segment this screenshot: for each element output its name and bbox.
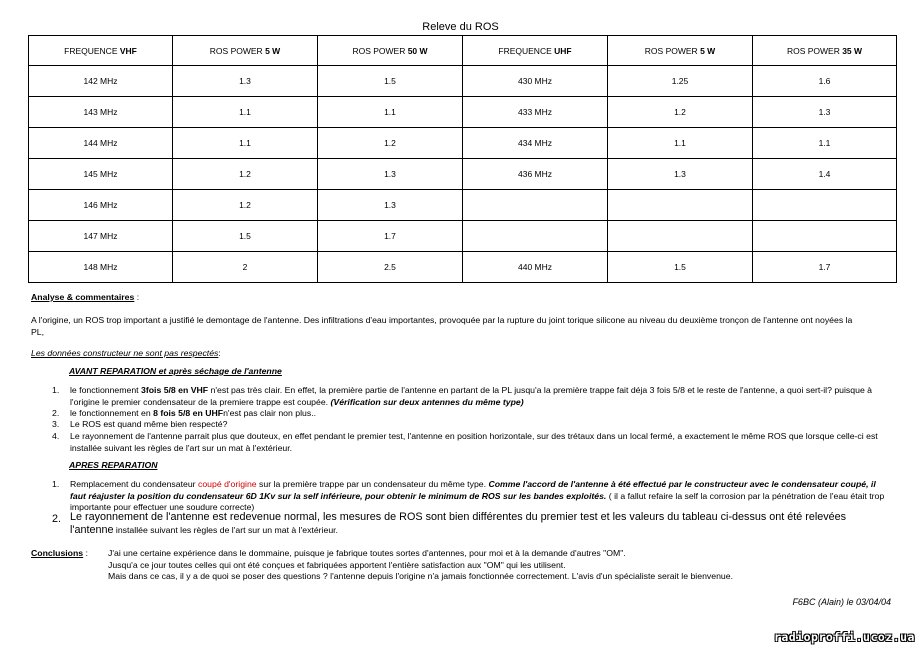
table-cell: 145 MHz — [29, 159, 173, 190]
header-ros-5w-vhf: ROS POWER 5 W — [173, 36, 318, 66]
table-row — [29, 66, 897, 97]
table-cell: 2 — [173, 252, 318, 283]
table-row — [29, 190, 897, 221]
constructor-note: Les données constructeur ne sont pas respectés — [31, 348, 219, 358]
conclusion-line: Jusqu'a ce jour toutes celles qui ont été conçues et fabriquées apportent l'entière satisfaction aux "OM" qui les utilisent. — [108, 559, 566, 570]
list-number: 3. — [52, 419, 60, 429]
table-header-row — [29, 36, 897, 66]
watermark: radioproffi.ucoz.ua — [773, 630, 915, 644]
before-item-4: Le rayonnement de l'antenne parrait plus que douteux, en effet pendant le premier test, l'antenne en position horizontale, sur des trétaux dans un local fermé, a exactement le même ROS que lorsque celle-ci est installée suivant les règles de l'art sur un mat à l'extérieur. — [70, 431, 878, 453]
table-cell: 1.3 — [753, 97, 897, 128]
conclusion-line: Mais dans ce cas, il y a de quoi se poser des questions ? l'antenne depuis l'origine n'a jamais fonctionnée correctement. L'avis d'un spécialiste serait le bienvenue. — [108, 571, 733, 581]
table-cell: 1.2 — [608, 97, 753, 128]
signature: F6BC (Alain) le 03/04/04 — [792, 597, 891, 607]
conclusions-heading-line: Conclusions : — [31, 548, 88, 558]
analysis-heading: Analyse & commentaires — [31, 292, 135, 302]
table-cell — [753, 190, 897, 221]
table-row — [29, 252, 897, 283]
list-number: 2. — [52, 408, 60, 418]
table-cell: 1.5 — [608, 252, 753, 283]
table-cell: 1.6 — [753, 66, 897, 97]
table-cell: 1.3 — [608, 159, 753, 190]
table-cell: 1.2 — [318, 128, 463, 159]
header-ros-35w-uhf: ROS POWER 35 W — [753, 36, 897, 66]
table-cell: 144 MHz — [29, 128, 173, 159]
conclusions-heading: Conclusions — [31, 548, 84, 558]
after-heading: APRES REPARATION — [69, 460, 158, 470]
table-cell: 1.1 — [173, 97, 318, 128]
table-row — [29, 97, 897, 128]
table-cell: 1.2 — [173, 190, 318, 221]
table-cell: 1.5 — [318, 66, 463, 97]
table-cell: 1.1 — [608, 128, 753, 159]
table-cell: 433 MHz — [463, 97, 608, 128]
list-number: 4. — [52, 431, 60, 441]
table-cell — [608, 221, 753, 252]
before-heading: AVANT REPARATION et après séchage de l'antenne — [69, 366, 282, 376]
table-cell: 1.1 — [318, 97, 463, 128]
header-ros-5w-uhf: ROS POWER 5 W — [608, 36, 753, 66]
table-cell: 1.1 — [173, 128, 318, 159]
table-cell: 142 MHz — [29, 66, 173, 97]
table-cell — [463, 221, 608, 252]
table-cell: 436 MHz — [463, 159, 608, 190]
table-row — [29, 159, 897, 190]
conclusions-text — [108, 548, 888, 583]
table-cell: 146 MHz — [29, 190, 173, 221]
table-cell: 440 MHz — [463, 252, 608, 283]
table-row — [29, 221, 897, 252]
table-cell — [608, 190, 753, 221]
before-item-2: le fonctionnement en 8 fois 5/8 en UHFn'est pas clair non plus.. — [70, 408, 317, 418]
constructor-note-line: Les données constructeur ne sont pas respectés: — [31, 348, 221, 358]
table-row — [29, 128, 897, 159]
table-cell: 143 MHz — [29, 97, 173, 128]
analysis-paragraph: A l'origine, un ROS trop important a justifié le demontage de l'antenne. Des infiltrations d'eau importantes, provoquée par la rupture du joint torique silicone au niveau du deuxième tronçon de l'antenne ont noyées la PL, — [31, 315, 853, 337]
table-cell: 434 MHz — [463, 128, 608, 159]
header-ros-50w-vhf: ROS POWER 50 W — [318, 36, 463, 66]
header-freq-uhf: FREQUENCE UHF — [463, 36, 608, 66]
table-cell: 1.2 — [173, 159, 318, 190]
table-cell: 147 MHz — [29, 221, 173, 252]
list-number: 2. — [52, 513, 62, 525]
after-item-2: Le rayonnement de l'antenne est redevenue normal, les mesures de ROS sont bien différentes du premier test et les valeurs du tableau ci-dessus ont été relevées l'antenne installée suivant les règles de l'art sur un mat à l'extérieur. — [70, 511, 847, 536]
conclusion-line: J'ai une certaine expérience dans le dommaine, puisque je fabrique toutes sortes d'antennes, pour moi et à la demande d'autres "OM". — [108, 548, 626, 558]
after-item-1: Remplacement du condensateur coupé d'origine sur la première trappe par un condensateur du même type. Comme l'accord de l'antenne à été effectué par le constructeur avec le condensateur coupé, il faut réajuster la position du condensateur 6D 1Kv sur la self inférieure, pour obtenir le minimum de ROS sur les bandes exploités. ( il a fallut refaire la self la corrosion par la pénétration de l'eau était trop importante pour effectuer une soudure correcte) — [70, 479, 885, 512]
header-freq-vhf: FREQUENCE VHF — [29, 36, 173, 66]
highlight-red-text: coupé d'origine — [197, 479, 257, 489]
before-item-3: Le ROS est quand même bien respecté? — [70, 419, 228, 429]
table-cell: 1.4 — [753, 159, 897, 190]
table-cell: 1.3 — [318, 159, 463, 190]
list-number: 1. — [52, 479, 60, 489]
table-cell: 1.1 — [753, 128, 897, 159]
table-cell: 148 MHz — [29, 252, 173, 283]
table-cell: 1.5 — [173, 221, 318, 252]
table-cell: 1.7 — [753, 252, 897, 283]
table-cell: 1.3 — [173, 66, 318, 97]
table-cell: 1.7 — [318, 221, 463, 252]
page-title: Releve du ROS — [422, 21, 499, 33]
table-cell — [463, 190, 608, 221]
list-number: 1. — [52, 385, 60, 395]
table-cell: 2.5 — [318, 252, 463, 283]
table-cell: 1.3 — [318, 190, 463, 221]
table-cell: 430 MHz — [463, 66, 608, 97]
table-cell: 1.25 — [608, 66, 753, 97]
before-item-1: le fonctionnement 3fois 5/8 en VHF n'est pas très clair. En effet, la première partie de l'antenne en partant de la PL jusqu'a la première trappe fait déja 3 fois 5/8 et le reste de l'antenne, a quoi sert-il? puisque à l'origine le premier condensateur de la premiere trappe est coupée. (Vérification sur deux antennes du même type) — [70, 385, 873, 407]
table-cell — [753, 221, 897, 252]
ros-table — [28, 35, 897, 283]
analysis-heading-line: Analyse & commentaires : — [31, 292, 140, 302]
